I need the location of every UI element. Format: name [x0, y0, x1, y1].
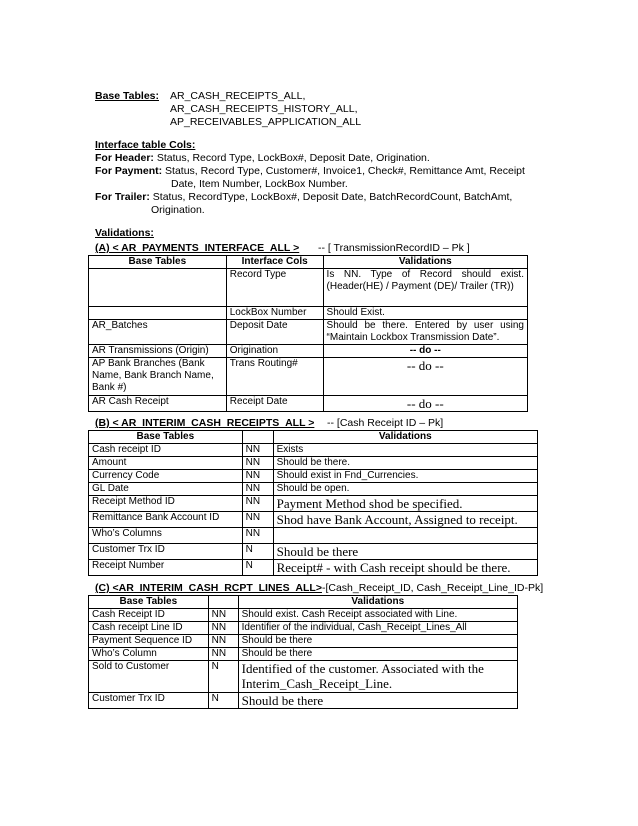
- interface-header-line: [95, 152, 430, 165]
- cell-base: Who’s Column: [89, 648, 209, 661]
- base-table-2: AR_CASH_RECEIPTS_HISTORY_ALL,: [170, 103, 358, 115]
- interface-payment-line: [95, 165, 525, 178]
- cell-validation: Exists: [273, 444, 537, 457]
- cell-col: Deposit Date: [226, 320, 323, 345]
- cell-base: Amount: [89, 457, 243, 470]
- cell-validation: Should exist. Cash Receipt associated with Line.: [238, 609, 517, 622]
- cell-nn: NN: [208, 622, 238, 635]
- table-row: [89, 396, 528, 412]
- cell-base: Customer Trx ID: [89, 544, 243, 560]
- cell-base: Receipt Number: [89, 560, 243, 576]
- section-a-title: (A) < AR_PAYMENTS_INTERFACE_ALL >: [95, 242, 300, 254]
- cell-validation: Should exist in Fnd_Currencies.: [273, 470, 537, 483]
- table-row: [89, 457, 538, 470]
- cell-base: Customer Trx ID: [89, 693, 209, 709]
- cell-nn: NN: [242, 470, 273, 483]
- cell-validation: Should Exist.: [323, 307, 527, 320]
- table-row: [89, 444, 538, 457]
- column-header: Base Tables: [89, 431, 243, 444]
- cell-validation: -- do --: [323, 358, 527, 396]
- trailer-label: For Trailer:: [95, 191, 150, 203]
- header-text: Status, Record Type, LockBox#, Deposit Date, Origination.: [156, 152, 430, 164]
- section-b-note: -- [Cash Receipt ID – Pk]: [327, 417, 444, 429]
- interface-trailer-line: [95, 191, 512, 204]
- section-c-title: (C) <AR_INTERIM_CASH_RCPT_LINES_ALL>: [95, 582, 322, 594]
- cell-base: Currency Code: [89, 470, 243, 483]
- cell-base: Who’s Columns: [89, 528, 243, 544]
- table-header-row: [89, 256, 528, 269]
- column-header: Validations: [323, 256, 527, 269]
- cell-base: GL Date: [89, 483, 243, 496]
- cell-base: Payment Sequence ID: [89, 635, 209, 648]
- table-row: [89, 307, 528, 320]
- cell-validation: Should be there. Entered by user using “Maintain Lockbox Transmission Date”.: [323, 320, 527, 345]
- payment-label: For Payment:: [95, 165, 163, 177]
- column-header: Interface Cols: [226, 256, 323, 269]
- cell-base: Cash receipt ID: [89, 444, 243, 457]
- base-tables-label: Base Tables:: [95, 90, 159, 102]
- cell-validation: Should be there: [238, 693, 517, 709]
- table-row: [89, 528, 538, 544]
- cell-nn: N: [242, 560, 273, 576]
- interface-heading: Interface table Cols:: [95, 139, 196, 151]
- cell-base: AR Transmissions (Origin): [89, 345, 227, 358]
- cell-base: AR_Batches: [89, 320, 227, 345]
- table-row: [89, 544, 538, 560]
- table-row: [89, 320, 528, 345]
- cell-col: Receipt Date: [226, 396, 323, 412]
- cell-nn: N: [242, 544, 273, 560]
- section-c-table: [88, 595, 518, 709]
- cell-nn: NN: [242, 528, 273, 544]
- payment-text-2: Date, Item Number, LockBox Number.: [171, 178, 348, 190]
- column-header: [242, 431, 273, 444]
- section-c-note: -[Cash_Receipt_ID, Cash_Receipt_Line_ID-Pk]: [321, 582, 544, 594]
- cell-validation: -- do --: [323, 396, 527, 412]
- validations-heading: Validations:: [95, 227, 154, 239]
- section-b-title: (B) < AR_INTERIM_CASH_RECEIPTS_ALL >: [95, 417, 315, 429]
- cell-nn: NN: [242, 496, 273, 512]
- cell-nn: NN: [242, 512, 273, 528]
- base-table-1: AR_CASH_RECEIPTS_ALL,: [170, 90, 306, 102]
- table-row: [89, 483, 538, 496]
- cell-validation: Payment Method shod be specified.: [273, 496, 537, 512]
- cell-validation: Is NN. Type of Record should exist.(Header(HE) / Payment (DE)/ Trailer (TR)): [323, 269, 527, 307]
- base-table-3: AP_RECEIVABLES_APPLICATION_ALL: [170, 116, 362, 128]
- column-header: Validations: [238, 596, 517, 609]
- cell-nn: N: [208, 661, 238, 693]
- cell-col: Trans Routing#: [226, 358, 323, 396]
- trailer-text-1: Status, RecordType, LockBox#, Deposit Date, BatchRecordCount, BatchAmt,: [152, 191, 513, 203]
- table-row: [89, 609, 518, 622]
- cell-col: Record Type: [226, 269, 323, 307]
- cell-validation: Shod have Bank Account, Assigned to receipt.: [273, 512, 537, 528]
- cell-nn: NN: [208, 635, 238, 648]
- column-header: Validations: [273, 431, 537, 444]
- cell-base: AP Bank Branches (Bank Name, Bank Branch Name, Bank #): [89, 358, 227, 396]
- cell-base: Sold to Customer: [89, 661, 209, 693]
- trailer-text-2: Origination.: [151, 204, 205, 216]
- cell-validation: Should be there: [238, 635, 517, 648]
- cell-validation: [273, 528, 537, 544]
- section-c-header: [95, 582, 543, 595]
- table-row: [89, 661, 518, 693]
- cell-nn: N: [208, 693, 238, 709]
- table-row: [89, 635, 518, 648]
- table-row: [89, 470, 538, 483]
- table-header-row: [89, 596, 518, 609]
- column-header: Base Tables: [89, 596, 209, 609]
- cell-base: Remittance Bank Account ID: [89, 512, 243, 528]
- section-a-table: [88, 255, 528, 412]
- payment-text-1: Status, Record Type, Customer#, Invoice1, Check#, Remittance Amt, Receipt: [165, 165, 525, 177]
- cell-col: LockBox Number: [226, 307, 323, 320]
- cell-base: [89, 307, 227, 320]
- cell-col: Origination: [226, 345, 323, 358]
- column-header: Base Tables: [89, 256, 227, 269]
- table-row: [89, 345, 528, 358]
- cell-validation: Receipt# - with Cash receipt should be there.: [273, 560, 537, 576]
- cell-base: Cash Receipt ID: [89, 609, 209, 622]
- table-header-row: [89, 431, 538, 444]
- cell-validation: Identified of the customer. Associated with the Interim_Cash_Receipt_Line.: [238, 661, 517, 693]
- table-row: [89, 560, 538, 576]
- cell-validation: Should be there.: [273, 457, 537, 470]
- cell-base: Cash receipt Line ID: [89, 622, 209, 635]
- table-row: [89, 358, 528, 396]
- cell-validation: Should be there: [273, 544, 537, 560]
- cell-nn: NN: [242, 483, 273, 496]
- cell-validation: Should be open.: [273, 483, 537, 496]
- header-label: For Header:: [95, 152, 154, 164]
- cell-validation: Should be there: [238, 648, 517, 661]
- table-row: [89, 693, 518, 709]
- cell-nn: NN: [208, 609, 238, 622]
- section-a-note: -- [ TransmissionRecordID – Pk ]: [318, 242, 470, 254]
- table-row: [89, 269, 528, 307]
- column-header: [208, 596, 238, 609]
- cell-nn: NN: [242, 457, 273, 470]
- cell-base: Receipt Method ID: [89, 496, 243, 512]
- cell-validation: Identifier of the individual, Cash_Receipt_Lines_All: [238, 622, 517, 635]
- table-row: [89, 496, 538, 512]
- cell-nn: NN: [242, 444, 273, 457]
- section-b-table: [88, 430, 538, 576]
- table-row: [89, 512, 538, 528]
- cell-nn: NN: [208, 648, 238, 661]
- cell-base: [89, 269, 227, 307]
- cell-validation: -- do --: [323, 345, 527, 358]
- table-row: [89, 622, 518, 635]
- cell-base: AR Cash Receipt: [89, 396, 227, 412]
- table-row: [89, 648, 518, 661]
